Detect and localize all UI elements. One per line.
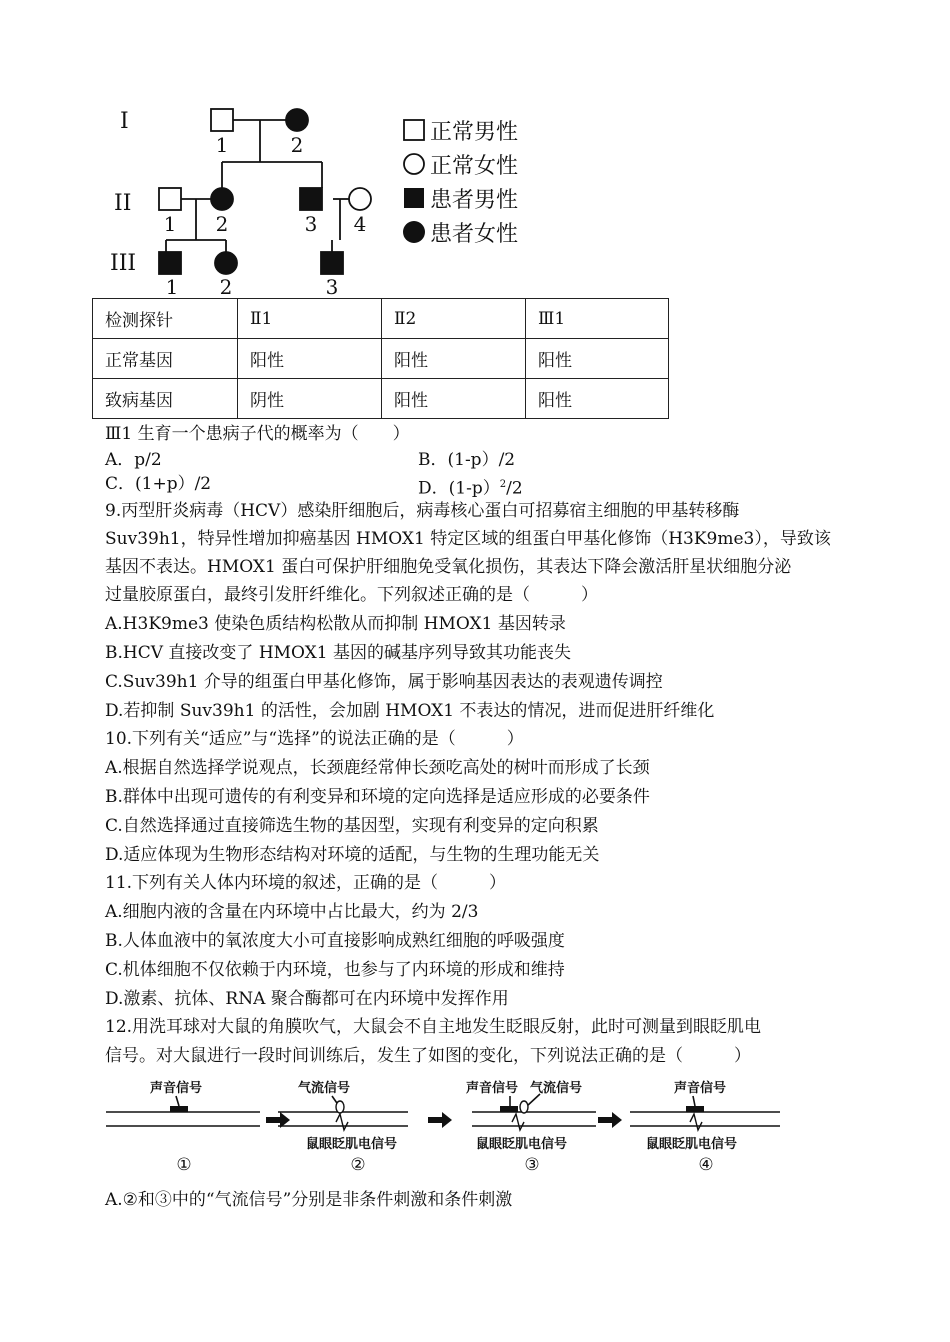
sound-label-1: 声音信号 xyxy=(150,1081,203,1096)
air-signal-mark-3 xyxy=(520,1101,528,1113)
q9-line-3: 基因不表达。HMOX1 蛋白可保护肝细胞免受氧化损伤，其表达下降会激活肝星状细胞分泌 xyxy=(105,557,792,577)
q8-d-sup: 2 xyxy=(499,479,507,490)
table-cell: 阳性 xyxy=(238,339,382,379)
air-label-2: 气流信号 xyxy=(298,1081,351,1096)
gen3-number-2: 2 xyxy=(219,275,233,298)
generation-label-2: II xyxy=(114,191,132,216)
q12-line-1: 12.用洗耳球对大鼠的角膜吹气，大鼠会不自主地发生眨眼反射，此时可测量到眼眨肌电 xyxy=(105,1017,762,1037)
legend-normal-male xyxy=(402,113,518,147)
q11-option-a: A.细胞内液的含量在内环境中占比最大，约为 2/3 xyxy=(105,902,479,922)
reflex-flow-diagram xyxy=(100,1076,800,1176)
probe-table xyxy=(92,298,669,419)
q10-option-a: A.根据自然选择学说观点，长颈鹿经常伸长颈吃高处的树叶而形成了长颈 xyxy=(105,758,650,778)
q9-option-c: C.Suv39h1 介导的组蛋白甲基化修饰，属于影响基因表达的表观遗传调控 xyxy=(105,672,663,692)
sound-label-3: 声音信号 xyxy=(466,1081,519,1096)
legend-label: 正常男性 xyxy=(430,119,519,145)
circle-filled-icon xyxy=(402,220,426,244)
q11-option-d: D.激素、抗体、RNA 聚合酶都可在内环境中发挥作用 xyxy=(105,989,509,1009)
q8-option-a: A．p/2 xyxy=(105,450,162,470)
emg-label-4: 鼠眼眨肌电信号 xyxy=(646,1137,738,1152)
square-open-icon xyxy=(402,118,426,142)
table-cell: Ⅱ1 xyxy=(238,299,382,339)
q8-d-pre: D．(1-p） xyxy=(418,478,500,499)
emg-label-2: 鼠眼眨肌电信号 xyxy=(306,1137,398,1152)
gen3-number-3: 3 xyxy=(325,275,339,298)
table-cell: 正常基因 xyxy=(93,339,238,379)
flow-arrow-icon xyxy=(428,1112,452,1128)
legend-normal-female xyxy=(402,147,518,181)
gen1-number-1: 1 xyxy=(215,133,229,157)
q9-option-b: B.HCV 直接改变了 HMOX1 基因的碱基序列导致其功能丧失 xyxy=(105,643,572,663)
gen3-number-1: 1 xyxy=(165,275,179,298)
table-cell: 阳性 xyxy=(526,339,669,379)
gen1-affected-female xyxy=(286,109,308,131)
sound-signal-mark-3 xyxy=(500,1106,518,1112)
emg-mark-2 xyxy=(336,1114,348,1130)
q10-option-b: B.群体中出现可遗传的有利变异和环境的定向选择是适应形成的必要条件 xyxy=(105,787,650,807)
q10-stem: 10.下列有关“适应”与“选择”的说法正确的是（ ） xyxy=(105,729,524,749)
gen2-number-4: 4 xyxy=(353,212,367,236)
table-cell: 致病基因 xyxy=(93,379,238,419)
flow-arrow-icon xyxy=(598,1112,622,1128)
table-cell: 阳性 xyxy=(382,339,526,379)
table-cell: 阴性 xyxy=(238,379,382,419)
q10-option-d: D.适应体现为生物形态结构对环境的适配，与生物的生理功能无关 xyxy=(105,845,600,865)
legend-label: 患者男性 xyxy=(430,187,519,213)
q8-stem: Ⅲ1 生育一个患病子代的概率为（ ） xyxy=(105,424,410,444)
gen3-affected-male xyxy=(159,252,181,274)
q12-option-a: A.②和③中的“气流信号”分别是非条件刺激和条件刺激 xyxy=(105,1190,513,1210)
pedigree-chart xyxy=(100,98,400,298)
table-cell: Ⅲ1 xyxy=(526,299,669,339)
emg-mark-4 xyxy=(690,1114,702,1130)
gen2-normal-male xyxy=(159,188,181,210)
gen1-normal-male xyxy=(211,109,233,131)
q9-line-4: 过量胶原蛋白，最终引发肝纤维化。下列叙述正确的是（ ） xyxy=(105,585,598,605)
legend-affected-female xyxy=(402,215,518,249)
legend-label: 患者女性 xyxy=(430,221,519,247)
gen2-number-3: 3 xyxy=(304,212,318,236)
pedigree-legend xyxy=(402,113,518,249)
gen1-number-2: 2 xyxy=(290,133,304,157)
table-cell: 阳性 xyxy=(382,379,526,419)
q11-option-b: B.人体血液中的氧浓度大小可直接影响成熟红细胞的呼吸强度 xyxy=(105,931,565,951)
air-label-3: 气流信号 xyxy=(530,1081,583,1096)
gen2-normal-female xyxy=(349,188,371,210)
sound-label-4: 声音信号 xyxy=(674,1081,727,1096)
generation-label-3: III xyxy=(110,251,137,276)
panel-number-4: ④ xyxy=(698,1155,714,1175)
sound-signal-mark-1 xyxy=(170,1106,188,1112)
table-row xyxy=(93,379,669,419)
circle-open-icon xyxy=(402,152,426,176)
q8-option-c: C．(1+p）/2 xyxy=(105,474,212,494)
q9-line-2: Suv39h1，特异性增加抑癌基因 HMOX1 特定区域的组蛋白甲基化修饰（H3K9me3），导致该 xyxy=(105,529,831,549)
q8-option-b: B．(1-p）/2 xyxy=(418,450,516,470)
table-cell: 阳性 xyxy=(526,379,669,419)
q8-d-post: /2 xyxy=(506,478,523,499)
gen3-affected-male-3 xyxy=(321,252,343,274)
square-filled-icon xyxy=(402,186,426,210)
legend-label: 正常女性 xyxy=(430,153,519,179)
gen2-number-2: 2 xyxy=(215,212,229,236)
q12-line-2: 信号。对大鼠进行一段时间训练后，发生了如图的变化，下列说法正确的是（ ） xyxy=(105,1046,751,1066)
q9-option-d: D.若抑制 Suv39h1 的活性，会加剧 HMOX1 不表达的情况，进而促进肝纤维化 xyxy=(105,701,715,721)
q11-stem: 11.下列有关人体内环境的叙述，正确的是（ ） xyxy=(105,873,507,893)
panel-number-2: ② xyxy=(350,1155,366,1175)
q11-option-c: C.机体细胞不仅依赖于内环境，也参与了内环境的形成和维持 xyxy=(105,960,565,980)
table-row xyxy=(93,339,669,379)
legend-affected-male xyxy=(402,181,518,215)
air-signal-mark-2 xyxy=(336,1101,344,1113)
panel-number-3: ③ xyxy=(524,1155,540,1175)
table-cell: 检测探针 xyxy=(93,299,238,339)
q9-option-a: A.H3K9me3 使染色质结构松散从而抑制 HMOX1 基因转录 xyxy=(105,614,566,634)
emg-label-3: 鼠眼眨肌电信号 xyxy=(476,1137,568,1152)
panel-number-1: ① xyxy=(176,1155,192,1175)
gen3-affected-female xyxy=(215,252,237,274)
q9-line-1: 9.丙型肝炎病毒（HCV）感染肝细胞后，病毒核心蛋白可招募宿主细胞的甲基转移酶 xyxy=(105,501,740,521)
table-cell: Ⅱ2 xyxy=(382,299,526,339)
gen2-number-1: 1 xyxy=(163,212,177,236)
generation-label-1: I xyxy=(120,109,129,134)
gen2-affected-male xyxy=(300,188,322,210)
table-header-row xyxy=(93,299,669,339)
q10-option-c: C.自然选择通过直接筛选生物的基因型，实现有利变异的定向积累 xyxy=(105,816,599,836)
gen2-affected-female xyxy=(211,188,233,210)
emg-mark-3 xyxy=(512,1114,524,1130)
sound-signal-mark-4 xyxy=(686,1106,704,1112)
